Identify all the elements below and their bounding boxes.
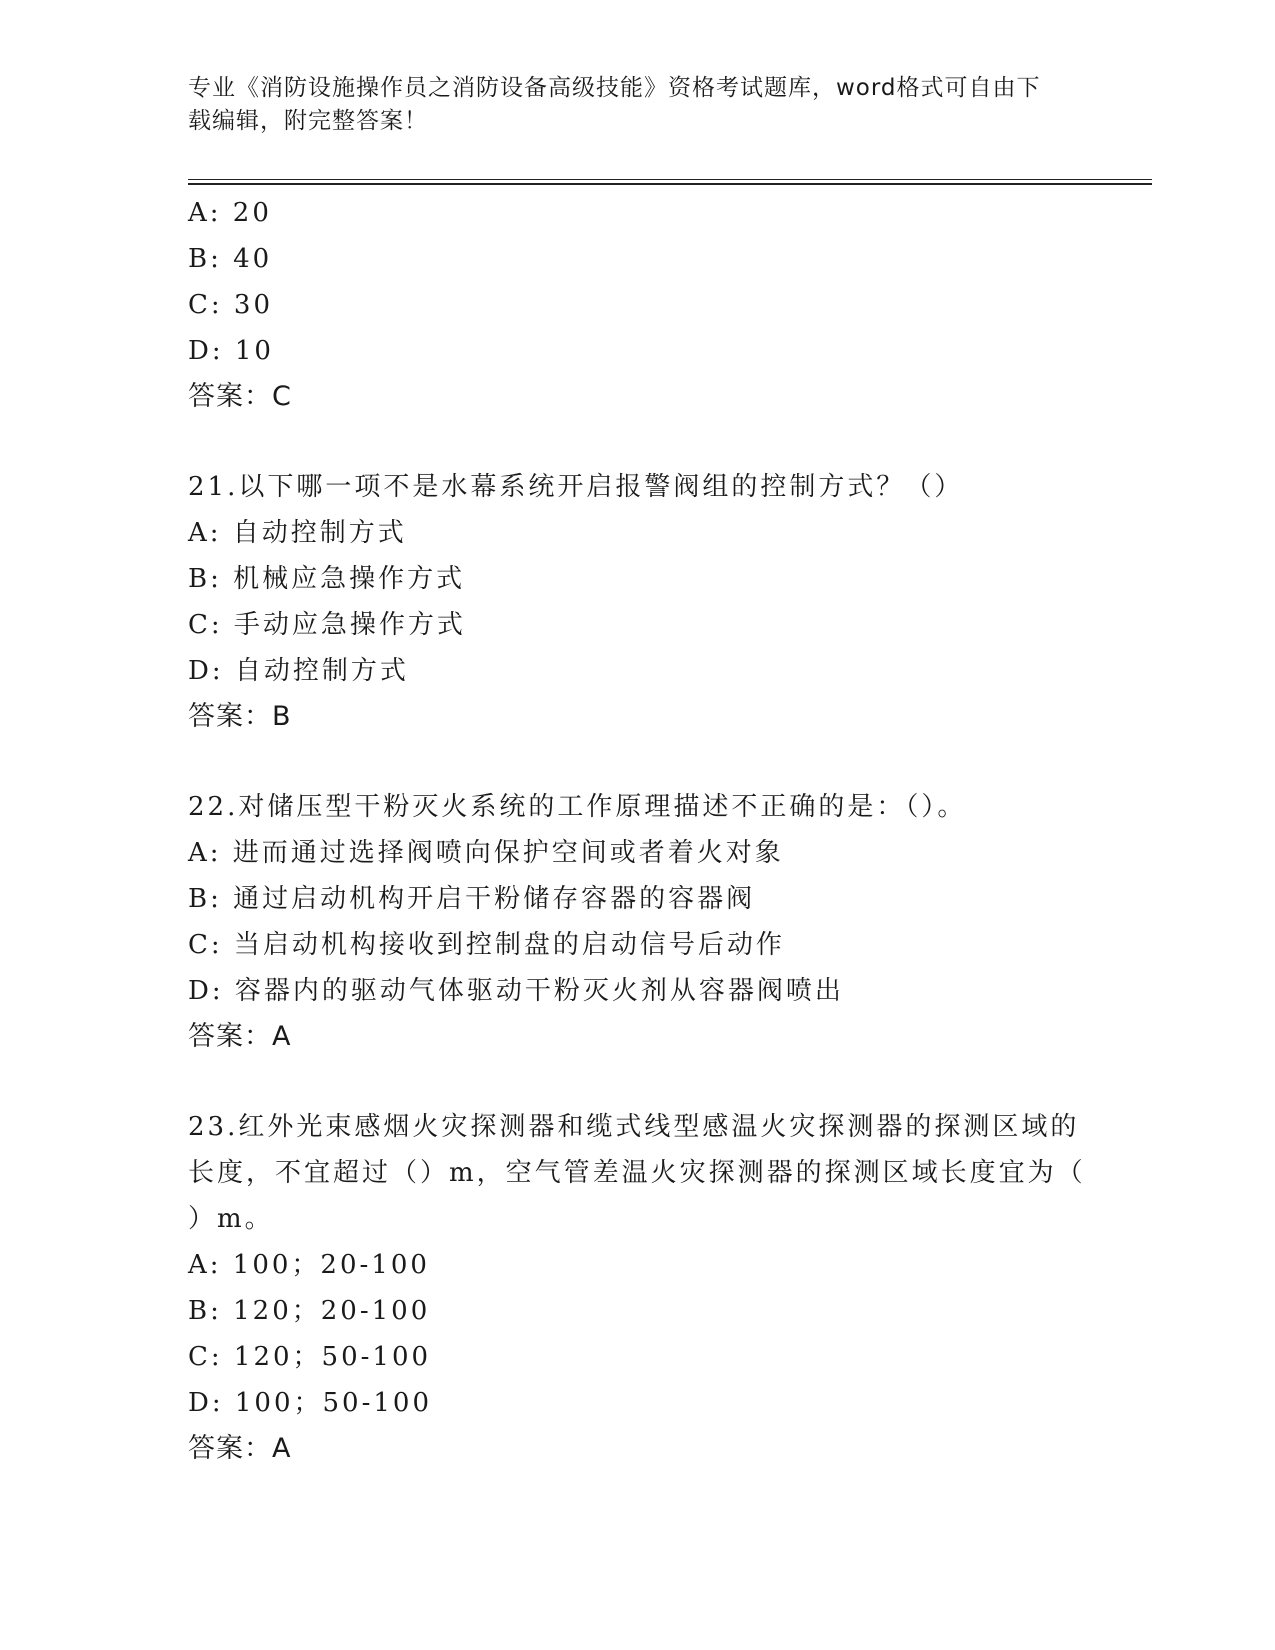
- answer-line: 答案：A: [188, 1433, 292, 1464]
- question-list: [188, 190, 1088, 1472]
- question-text: 22.对储压型干粉灭火系统的工作原理描述不正确的是：（）。: [188, 792, 967, 822]
- option-a: A: 自动控制方式: [188, 518, 407, 548]
- option-a: A: 进而通过选择阀喷向保护空间或者着火对象: [188, 838, 784, 868]
- option-d: D: 自动控制方式: [188, 656, 409, 686]
- header-line-2: 载编辑，附完整答案！: [188, 108, 428, 134]
- option-c: C: 当启动机构接收到控制盘的启动信号后动作: [188, 930, 785, 960]
- option-c: C: 手动应急操作方式: [188, 610, 466, 640]
- option-b: B: 机械应急操作方式: [188, 564, 466, 594]
- option-d: D: 100；50-100: [188, 1388, 432, 1418]
- spacer: [188, 420, 1088, 464]
- answer-line: 答案：C: [188, 381, 292, 412]
- document-header: [188, 72, 1068, 138]
- question-block-23: [188, 1104, 1088, 1472]
- question-block-22: [188, 784, 1088, 1060]
- question-block-20: [188, 190, 1088, 420]
- option-c: C: 120；50-100: [188, 1342, 432, 1372]
- question-text-line-1: 23.红外光束感烟火灾探测器和缆式线型感温火灾探测器的探测区域的: [188, 1112, 1080, 1142]
- header-divider-thick: [188, 183, 1152, 185]
- question-text-line-2: 长度，不宜超过（）m，空气管差温火灾探测器的探测区域长度宜为（: [188, 1158, 1086, 1188]
- option-b: B: 通过启动机构开启干粉储存容器的容器阀: [188, 884, 756, 914]
- option-c: C: 30: [188, 290, 274, 320]
- option-a: A: 100；20-100: [188, 1250, 430, 1280]
- spacer: [188, 1060, 1088, 1104]
- option-b: B: 40: [188, 244, 273, 274]
- option-a: A: 20: [188, 198, 272, 228]
- answer-line: 答案：B: [188, 701, 292, 732]
- option-b: B: 120；20-100: [188, 1296, 431, 1326]
- spacer: [188, 740, 1088, 784]
- question-block-21: [188, 464, 1088, 740]
- question-text-line-3: ）m。: [188, 1204, 274, 1234]
- answer-line: 答案：A: [188, 1021, 292, 1052]
- option-d: D: 容器内的驱动气体驱动干粉灭火剂从容器阀喷出: [188, 976, 844, 1006]
- header-line-1: 专业《消防设施操作员之消防设备高级技能》资格考试题库，word格式可自由下: [188, 75, 1041, 101]
- option-d: D: 10: [188, 336, 274, 366]
- question-text: 21.以下哪一项不是水幕系统开启报警阀组的控制方式？（）: [188, 472, 964, 502]
- header-divider-thin: [188, 179, 1152, 180]
